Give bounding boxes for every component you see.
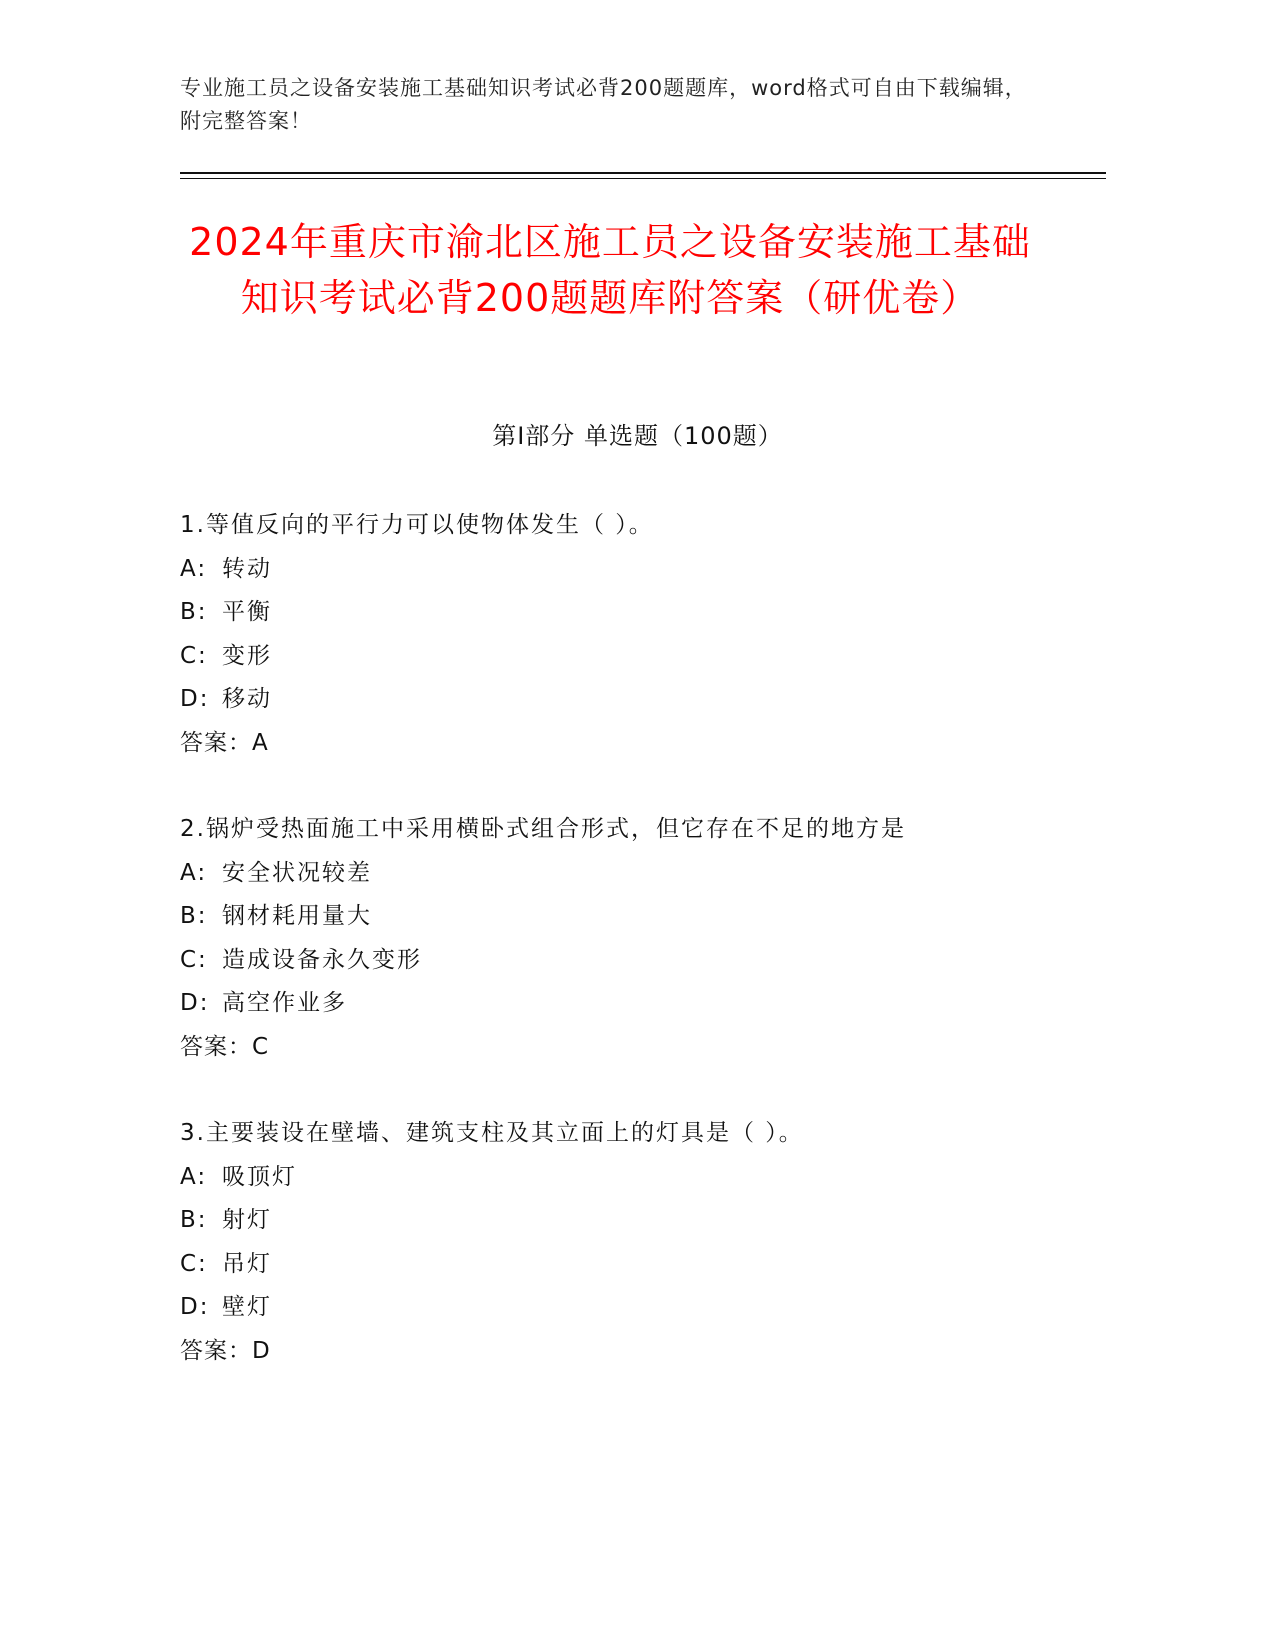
section-heading: 第I部分 单选题（100题）: [492, 422, 783, 450]
option-key: D:: [180, 990, 210, 1016]
option-c: [180, 635, 1080, 679]
option-c: [180, 1243, 1080, 1287]
header-divider-thin: [180, 178, 1106, 179]
option-key: D:: [180, 686, 210, 712]
answer-line: 答案：C: [180, 1033, 270, 1060]
option-text: 吸顶灯: [222, 1163, 297, 1190]
option-key: B:: [180, 903, 208, 929]
question-stem: 1.等值反向的平行力可以使物体发生（ ）。: [180, 512, 654, 538]
option-text: 变形: [222, 642, 272, 669]
question-3: [180, 1112, 1080, 1373]
option-key: A:: [180, 555, 208, 582]
option-c: [180, 939, 1080, 983]
option-text: 射灯: [222, 1207, 272, 1233]
answer-line: 答案：A: [180, 729, 269, 756]
question-stem: 2.锅炉受热面施工中采用横卧式组合形式，但它存在不足的地方是: [180, 816, 906, 842]
option-key: A:: [180, 859, 208, 886]
question-1: [180, 504, 1080, 765]
option-key: C:: [180, 946, 208, 973]
option-d: [180, 1286, 1080, 1330]
option-text: 吊灯: [222, 1250, 272, 1277]
option-text: 高空作业多: [222, 990, 347, 1016]
option-text: 平衡: [222, 599, 272, 625]
option-a: [180, 852, 1080, 896]
option-key: C:: [180, 1250, 208, 1277]
option-text: 移动: [222, 686, 272, 712]
option-b: [180, 895, 1080, 939]
question-stem: 3.主要装设在壁墙、建筑支柱及其立面上的灯具是（ ）。: [180, 1120, 804, 1146]
option-b: [180, 1199, 1080, 1243]
option-text: 壁灯: [222, 1294, 272, 1320]
question-2: [180, 808, 1080, 1069]
option-d: [180, 678, 1080, 722]
question-list: [180, 504, 1080, 1416]
option-b: [180, 591, 1080, 635]
option-text: 造成设备永久变形: [222, 946, 422, 973]
option-d: [180, 982, 1080, 1026]
option-a: [180, 548, 1080, 592]
option-text: 安全状况较差: [222, 859, 372, 886]
answer-line: 答案：D: [180, 1337, 271, 1364]
header-divider-thick: [180, 172, 1106, 174]
option-text: 转动: [222, 555, 272, 582]
option-key: B:: [180, 1207, 208, 1233]
option-key: A:: [180, 1163, 208, 1190]
option-key: C:: [180, 642, 208, 669]
option-text: 钢材耗用量大: [222, 903, 372, 929]
document-title: 2024年重庆市渝北区施工员之设备安装施工基础知识考试必背200题题库附答案（研优卷）: [189, 220, 1031, 320]
header-note: 专业施工员之设备安装施工基础知识考试必背200题题库，word格式可自由下载编辑，附完整答案！: [180, 76, 1027, 133]
option-a: [180, 1156, 1080, 1200]
option-key: D:: [180, 1294, 210, 1320]
option-key: B:: [180, 599, 208, 625]
